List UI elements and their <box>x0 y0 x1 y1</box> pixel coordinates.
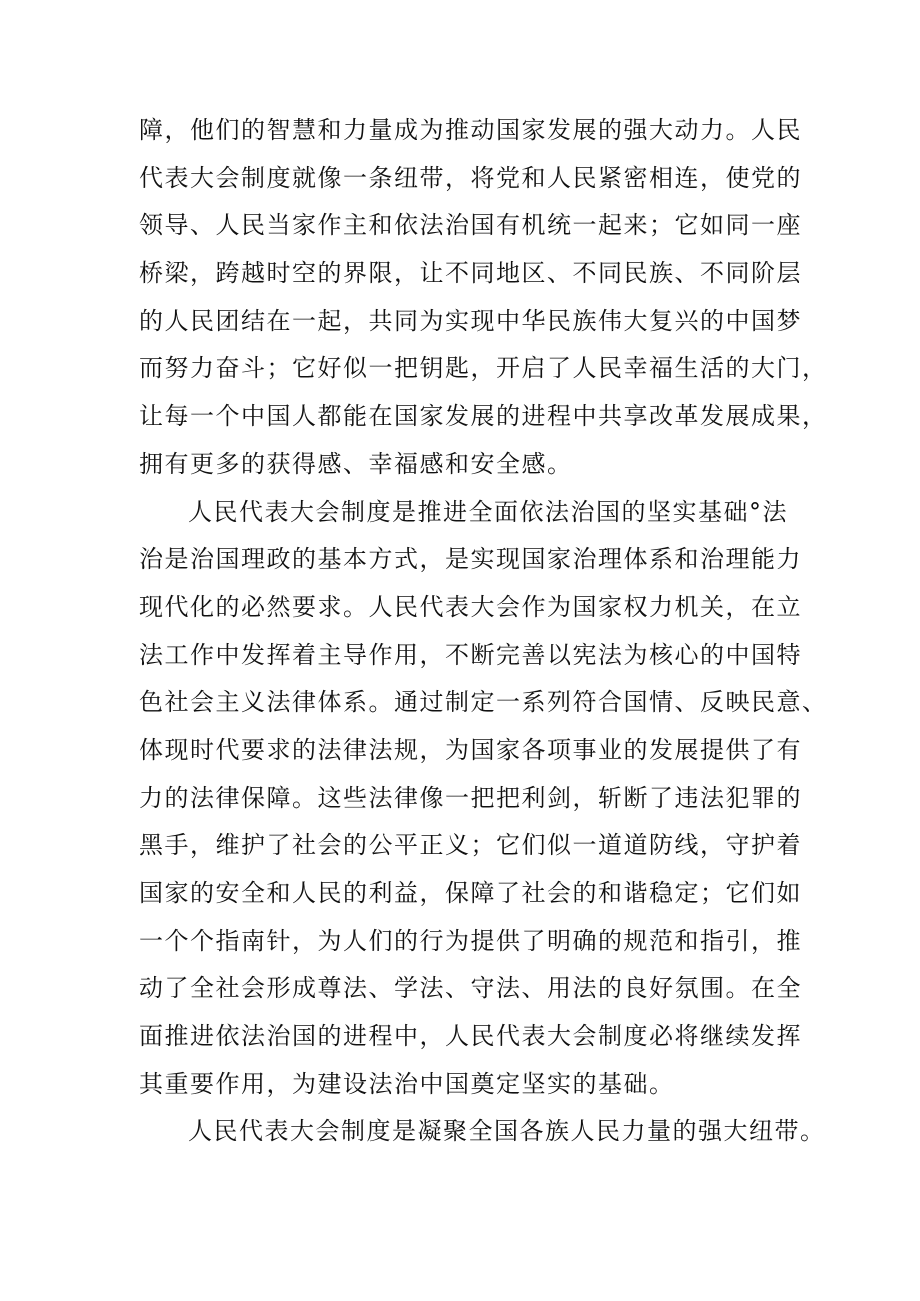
text-line: 体现时代要求的法律法规，为国家各项事业的发展提供了有 <box>139 735 802 764</box>
text-line: 一个个指南针，为人们的行为提供了明确的规范和指引，推 <box>139 926 802 955</box>
text-line: 让每一个中国人都能在国家发展的进程中共享改革发展成果， <box>139 402 828 431</box>
text-line: 其重要作用，为建设法治中国奠定坚实的基础。 <box>139 1069 675 1098</box>
paragraph-3 <box>139 1108 826 1156</box>
text-line: 人民代表大会制度是推进全面依法治国的坚实基础°法 <box>188 497 788 526</box>
text-line: 治是治国理政的基本方式，是实现国家治理体系和治理能力 <box>139 545 802 574</box>
text-line: 黑手，维护了社会的公平正义；它们似一道道防线，守护着 <box>139 831 802 860</box>
text-line: 拥有更多的获得感、幸福感和安全感。 <box>139 449 573 478</box>
text-line: 力的法律保障。这些法律像一把把利剑，斩断了违法犯罪的 <box>139 783 802 812</box>
text-line: 色社会主义法律体系。通过制定一系列符合国情、反映民意、 <box>139 688 828 717</box>
text-line: 桥梁，跨越时空的界限，让不同地区、不同民族、不同阶层 <box>139 259 802 288</box>
paragraph-2 <box>139 489 828 1109</box>
text-line: 而努力奋斗；它好似一把钥匙，开启了人民幸福生活的大门， <box>139 354 828 383</box>
text-line: 动了全社会形成尊法、学法、守法、用法的良好氛围。在全 <box>139 974 802 1003</box>
text-line: 国家的安全和人民的利益，保障了社会的和谐稳定；它们如 <box>139 879 802 907</box>
body-text <box>139 107 828 1156</box>
text-line: 法工作中发挥着主导作用，不断完善以宪法为核心的中国特 <box>139 640 802 669</box>
text-line: 现代化的必然要求。人民代表大会作为国家权力机关，在立 <box>139 592 802 621</box>
text-line: 人民代表大会制度是凝聚全国各族人民力量的强大纽带。 <box>188 1117 826 1146</box>
text-line: 代表大会制度就像一条纽带，将党和人民紧密相连，使党的 <box>139 163 802 192</box>
text-line: 领导、人民当家作主和依法治国有机统一起来；它如同一座 <box>139 211 802 240</box>
text-line: 面推进依法治国的进程中，人民代表大会制度必将继续发挥 <box>139 1022 802 1051</box>
text-line: 的人民团结在一起，共同为实现中华民族伟大复兴的中国梦 <box>139 306 802 335</box>
paragraph-1 <box>139 107 828 489</box>
text-line: 障，他们的智慧和力量成为推动国家发展的强大动力。人民 <box>139 116 802 144</box>
